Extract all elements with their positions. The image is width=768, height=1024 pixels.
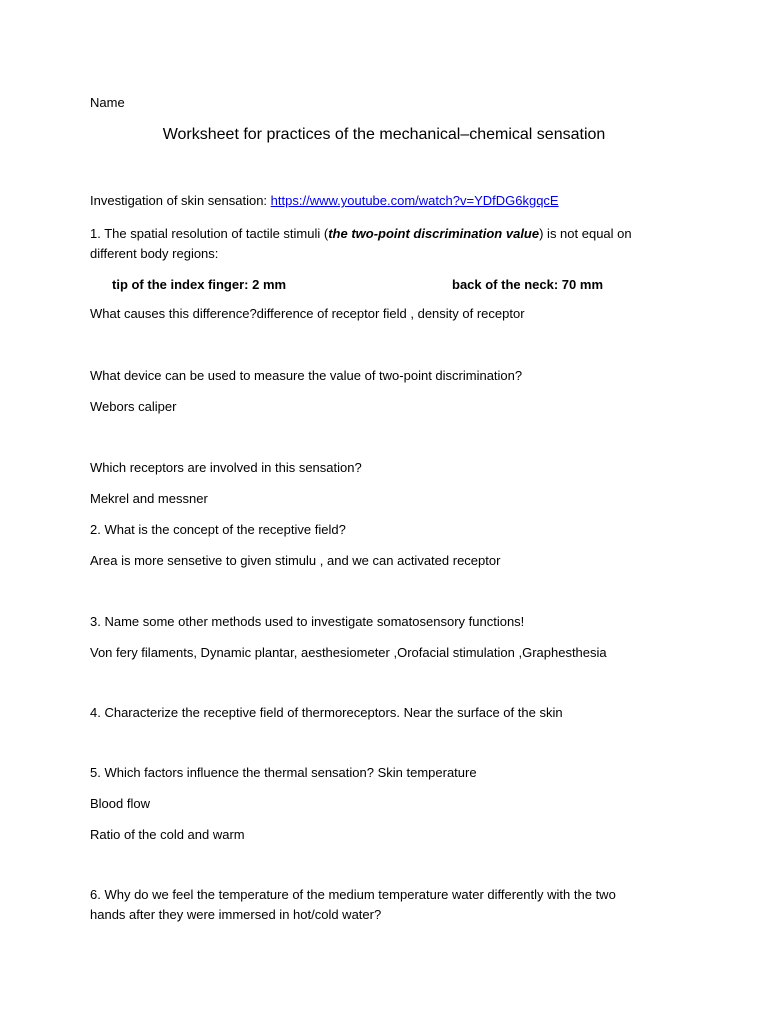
q1-sub2-question: What device can be used to measure the value of two-point discrimination?	[90, 368, 523, 383]
q5-question-answer: 5. Which factors influence the thermal sensation? Skin temperature	[90, 765, 477, 780]
q1-line1	[90, 224, 680, 244]
q1-sub3-question: Which receptors are involved in this sensation?	[90, 460, 362, 475]
q4-question-answer: 4. Characterize the receptive field of thermoreceptors. Near the surface of the skin	[90, 705, 563, 720]
measure-back-of-neck: back of the neck: 70 mm	[452, 277, 603, 292]
q2-answer: Area is more sensetive to given stimulu , and we can activated receptor	[90, 553, 501, 568]
q3-answer: Von fery filaments, Dynamic plantar, aesthesiometer ,Orofacial stimulation ,Graphesthesia	[90, 645, 607, 660]
q1-prefix: 1. The spatial resolution of tactile stimuli (	[90, 226, 329, 241]
q3-question: 3. Name some other methods used to investigate somatosensory functions!	[90, 614, 525, 629]
q1-sub1-question-answer: What causes this difference?difference of receptor field , density of receptor	[90, 306, 525, 321]
video-link[interactable]: https://www.youtube.com/watch?v=YDfDG6kgqcE	[270, 193, 559, 208]
intro-line	[90, 191, 680, 211]
q1-emphasis: the two-point discrimination value	[328, 226, 540, 241]
q1-sub3-answer: Mekrel and messner	[90, 491, 208, 506]
name-label: Name	[90, 95, 125, 110]
q1-line2: different body regions:	[90, 246, 219, 261]
q6-line2: hands after they were immersed in hot/cold water?	[90, 907, 382, 922]
intro-label: Investigation of skin sensation:	[90, 193, 271, 208]
q6-line1: 6. Why do we feel the temperature of the medium temperature water differently with the two	[90, 887, 616, 902]
q2-question: 2. What is the concept of the receptive field?	[90, 522, 346, 537]
q5-answer-2: Blood flow	[90, 796, 150, 811]
q5-answer-3: Ratio of the cold and warm	[90, 827, 245, 842]
worksheet-title: Worksheet for practices of the mechanical–chemical sensation	[162, 126, 606, 143]
q1-sub2-answer: Webors caliper	[90, 399, 177, 414]
q1-suffix: ) is not equal on	[539, 226, 632, 241]
measure-index-finger: tip of the index finger: 2 mm	[112, 277, 287, 292]
